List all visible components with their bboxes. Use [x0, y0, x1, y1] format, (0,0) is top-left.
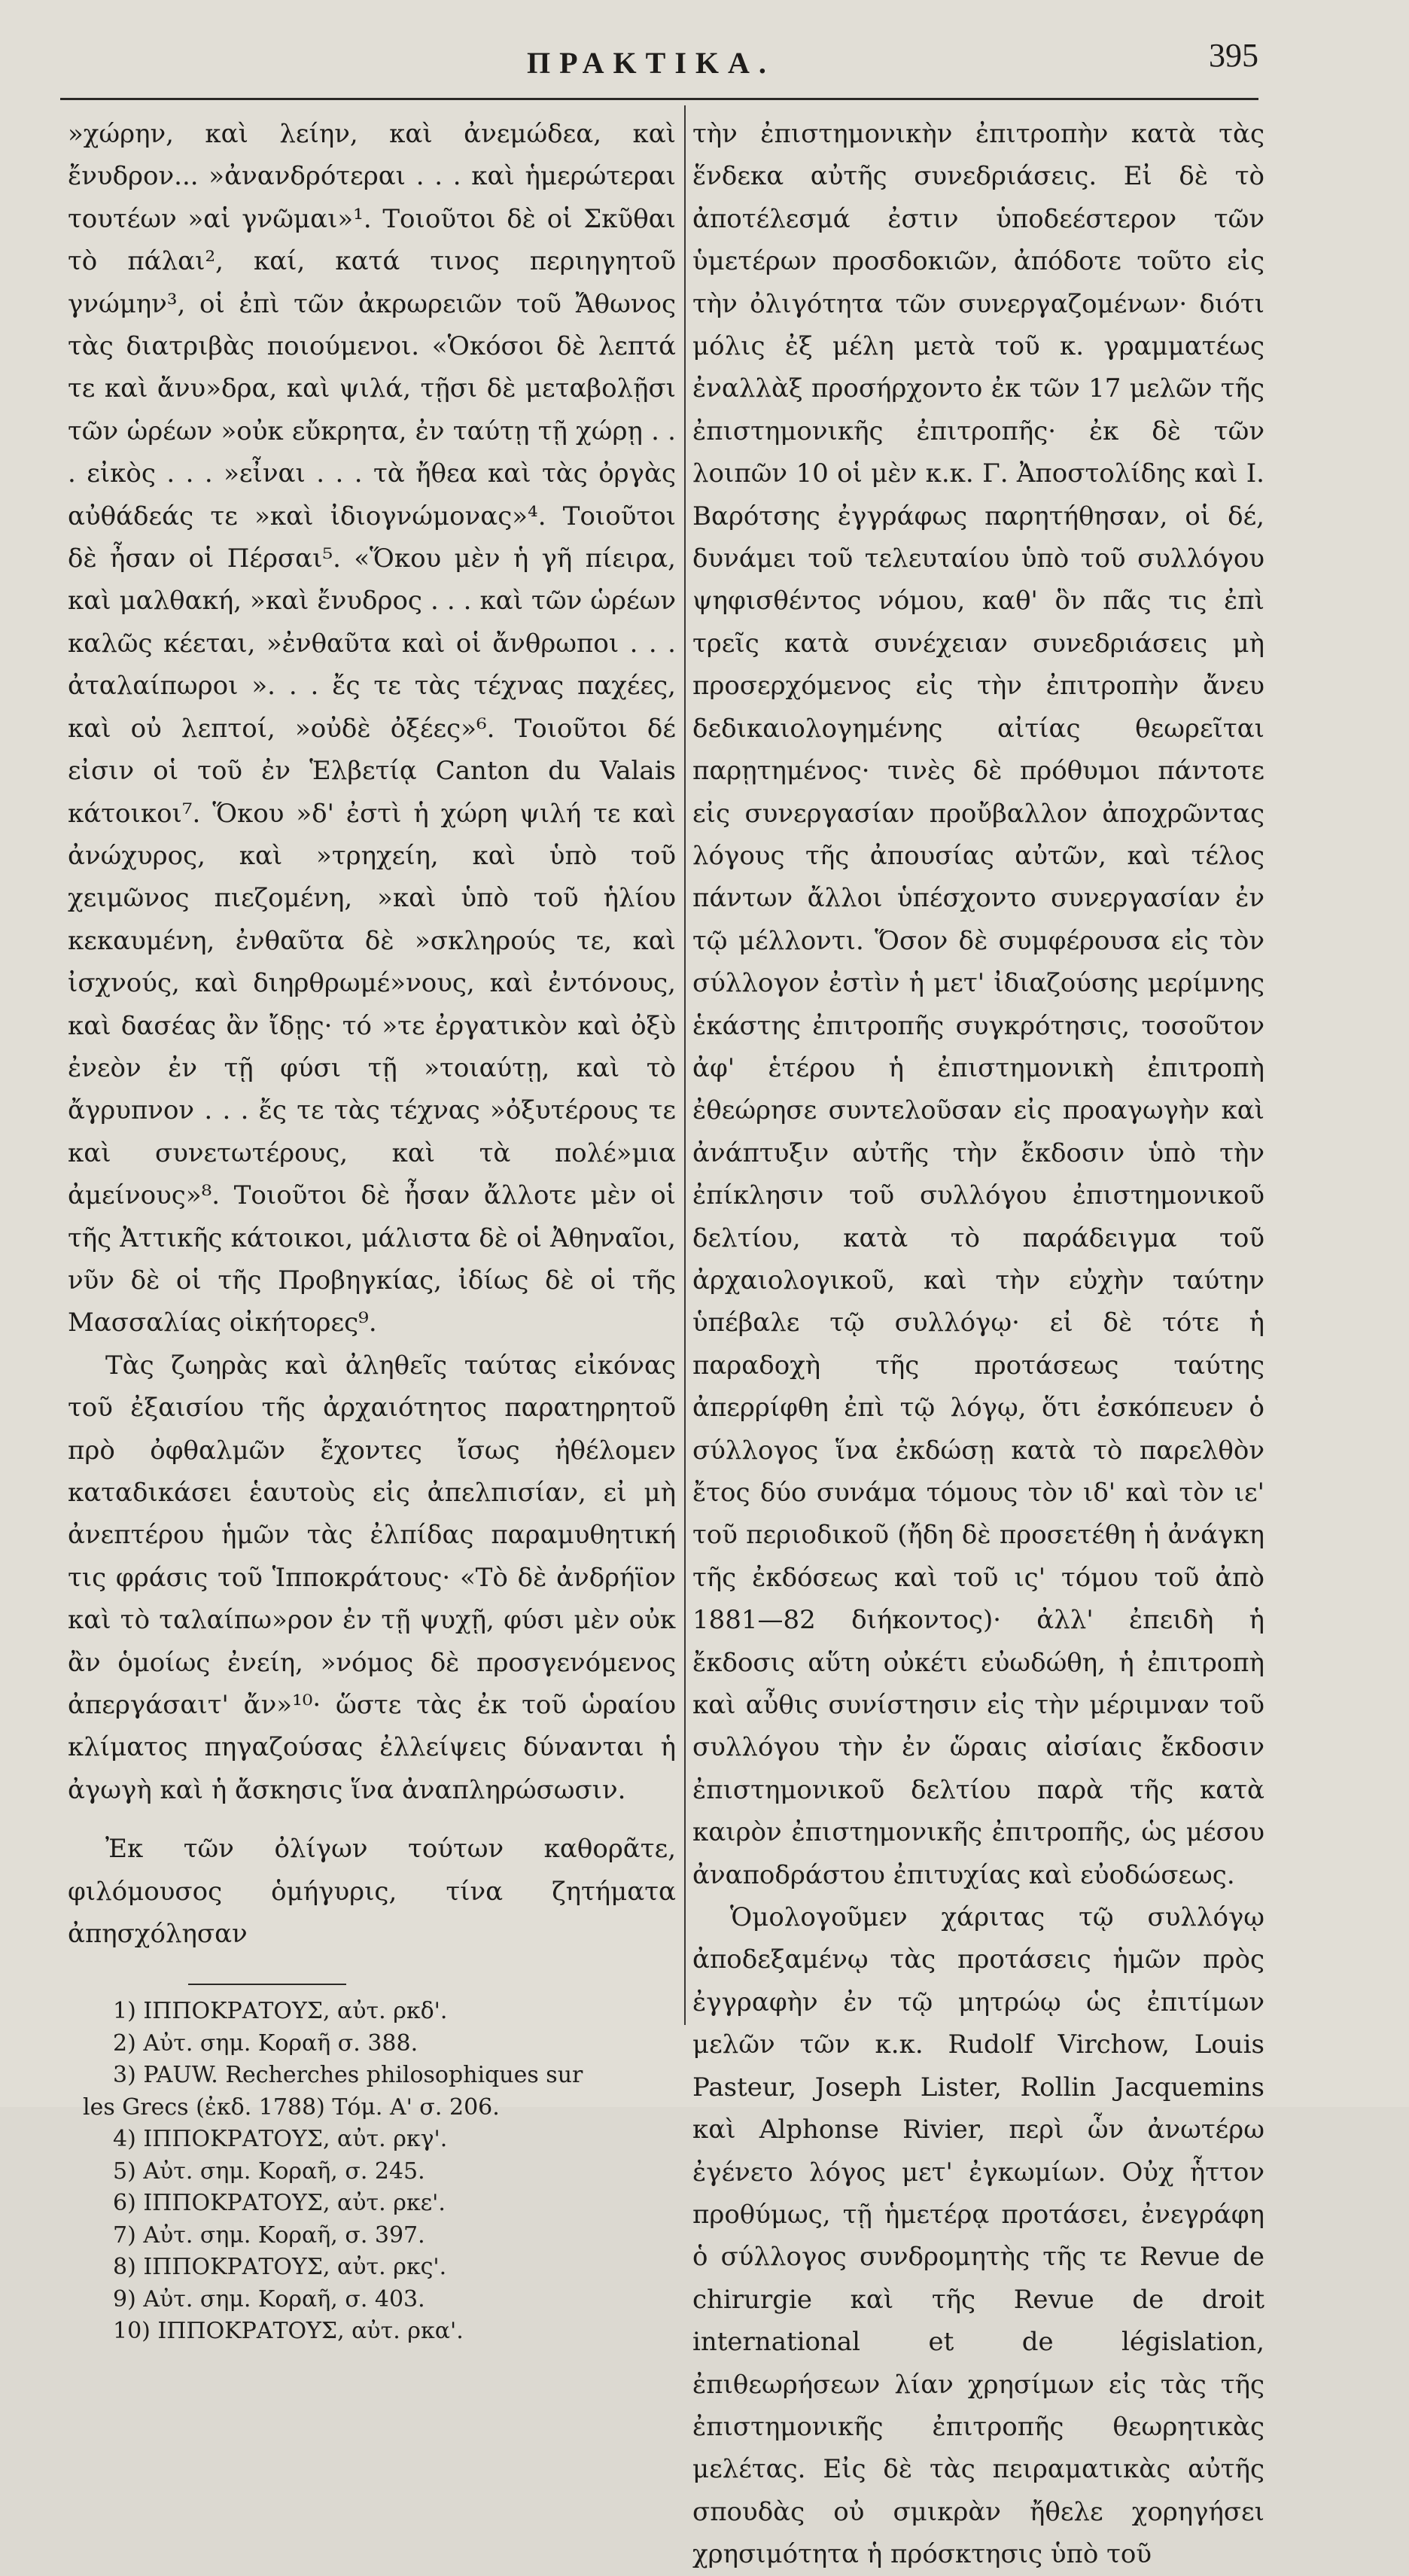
footnote-5: 5) Αὐτ. σημ. Κοραῆ, σ. 245.	[113, 2157, 425, 2185]
left-paragraph-1: »χώρην, καὶ λείην, καὶ ἀνεμώδεα, καὶ ἔνυδρον... »ἀνανδρότεραι . . . καὶ ἡμερώτεραι τουτέων »αἱ γνῶμαι»¹. Τοιοῦτοι δὲ οἱ Σκῦθαι τὸ πάλαι², καί, κατά τινος περιηγητοῦ γνώμην³, οἱ ἐπὶ τῶν ἀκρωρειῶν τοῦ Ἄθωνος τὰς διατριβὰς ποιούμενοι. «Ὁκόσοι δὲ λεπτά τε καὶ ἄνυ»δρα, καὶ ψιλά, τῇσι δὲ μεταβολῇσι τῶν ὡρέων »οὐκ εὔκρητα, ἐν ταύτῃ τῇ χώρῃ . . . εἰκὸς . . . »εἶναι . . . τὰ ἤθεα καὶ τὰς ὀργὰς αὐθάδεάς τε »καὶ ἰδιογνώμονας»⁴. Τοιοῦτοι δὲ ἦσαν οἱ Πέρσαι⁵. «Ὅκου μὲν ἡ γῆ πίειρα, καὶ μαλθακή, »καὶ ἔνυδρος . . . καὶ τῶν ὡρέων καλῶς κέεται, »ἐνθαῦτα καὶ οἱ ἄνθρωποι . . . ἀταλαίπωροι ». . . ἔς τε τὰς τέχνας παχέες, καὶ οὐ λεπτοί, »οὐδὲ ὀξέες»⁶. Τοιοῦτοι δέ εἰσιν οἱ τοῦ ἐν Ἑλβετίᾳ Canton du Valais κάτοικοι⁷. Ὅκου »δ' ἐστὶ ἡ χώρη ψιλή τε καὶ ἀνώχυρος, καὶ »τρηχείη, καὶ ὑπὸ τοῦ χειμῶνος πιεζομένη, »καὶ ὑπὸ τοῦ ἡλίου κεκαυμένη, ἐνθαῦτα δὲ »σκληρούς τε, καὶ ἰσχνούς, καὶ διηρθρωμέ»νους, καὶ ἐντόνους, καὶ δασέας ἂν ἴδῃς· τό »τε ἐργατικὸν καὶ ὀξὺ ἐνεὸν ἐν τῇ φύσι τῇ »τοιαύτῃ, καὶ τὸ ἄγρυπνον . . . ἔς τε τὰς τέχνας »ὀξυτέρους τε καὶ συνετωτέρους, καὶ τὰ πολέ»μια ἀμείνους»⁸. Τοιοῦτοι δὲ ἦσαν ἄλλοτε μὲν οἱ τῆς Ἀττικῆς κάτοικοι, μάλιστα δὲ οἱ Ἀθηναῖοι, νῦν δὲ οἱ τῆς Προβηγκίας, ἰδίως δὲ οἱ τῆς Μασσαλίας οἰκήτορες⁹.	[68, 119, 676, 1338]
footnote-10: 10) ΙΠΠΟΚΡΑΤΟΥΣ, αὐτ. ρκα'.	[113, 2318, 464, 2345]
right-column	[692, 113, 1264, 2576]
footnote-1: 1) ΙΠΠΟΚΡΑΤΟΥΣ, αὐτ. ρκδ'.	[113, 1998, 448, 2025]
header-rule	[60, 98, 1258, 100]
column-divider	[684, 105, 686, 2025]
footnote-6: 6) ΙΠΠΟΚΡΑΤΟΥΣ, αὐτ. ρκε'.	[113, 2190, 446, 2217]
footnote-7: 7) Αὐτ. σημ. Κοραῆ, σ. 397.	[113, 2221, 425, 2249]
page-number: 395	[1209, 37, 1258, 74]
footnote-2: 2) Αὐτ. σημ. Κοραῆ σ. 388.	[113, 2029, 418, 2057]
running-head: ΠΡΑΚΤΙΚΑ.	[527, 46, 775, 80]
footnote-4: 4) ΙΠΠΟΚΡΑΤΟΥΣ, αὐτ. ρκγ'.	[113, 2126, 448, 2153]
right-paragraph-1: τὴν ἐπιστημονικὴν ἐπιτροπὴν κατὰ τὰς ἕνδεκα αὐτῆς συνεδριάσεις. Εἰ δὲ τὸ ἀποτέλεσμά ἐστιν ὑποδεέστερον τῶν ὑμετέρων προσδοκιῶν, ἀπόδοτε τοῦτο εἰς τὴν ὀλιγότητα τῶν συνεργαζομένων· διότι μόλις ἐξ μέλη μετὰ τοῦ κ. γραμματέως ἐναλλὰξ προσήρχοντο ἐκ τῶν 17 μελῶν τῆς ἐπιστημονικῆς ἐπιτροπῆς· ἐκ δὲ τῶν λοιπῶν 10 οἱ μὲν κ.κ. Γ. Ἀποστολίδης καὶ Ι. Βαρότσης ἐγγράφως παρητήθησαν, οἱ δέ, δυνάμει τοῦ τελευταίου ὑπὸ τοῦ συλλόγου ψηφισθέντος νόμου, καθ' ὃν πᾶς τις ἐπὶ τρεῖς κατὰ συνέχειαν συνεδριάσεις μὴ προσερχόμενος εἰς τὴν ἐπιτροπὴν ἄνευ δεδικαιολογημένης αἰτίας θεωρεῖται παρῃτημένος· τινὲς δὲ πρόθυμοι πάντοτε εἰς συνεργασίαν προὔβαλλον ἀποχρῶντας λόγους τῆς ἀπουσίας αὐτῶν, καὶ τέλος πάντων ἄλλοι ὑπέσχοντο συνεργασίαν ἐν τῷ μέλλοντι. Ὅσον δὲ συμφέρουσα εἰς τὸν σύλλογον ἐστὶν ἡ μετ' ἰδιαζούσης μερίμνης ἑκάστης ἐπιτροπῆς συγκρότησις, τοσοῦτον ἀφ' ἑτέρου ἡ ἐπιστημονικὴ ἐπιτροπὴ ἐθεώρησε συντελοῦσαν εἰς προαγωγὴν καὶ ἀνάπτυξιν αὐτῆς τὴν ἔκδοσιν ὑπὸ τὴν ἐπίκλησιν τοῦ συλλόγου ἐπιστημονικοῦ δελτίου, κατὰ τὸ παράδειγμα τοῦ ἀρχαιολογικοῦ, καὶ τὴν εὐχὴν ταύτην ὑπέβαλε τῷ συλλόγῳ· εἰ δὲ τότε ἡ παραδοχὴ τῆς προτάσεως ταύτης ἀπερρίφθη ἐπὶ τῷ λόγῳ, ὅτι ἐσκόπευεν ὁ σύλλογος ἵνα ἐκδώσῃ κατὰ τὸ παρελθὸν ἔτος δύο συνάμα τόμους τὸν ιδ' καὶ τὸν ιε' τοῦ περιοδικοῦ (ἤδη δὲ προσετέθη ἡ ἀνάγκη τῆς ἐκδόσεως καὶ τοῦ ις' τόμου τοῦ ἀπὸ 1881—82 διήκοντος)· ἀλλ' ἐπειδὴ ἡ ἔκδοσις αὕτη οὐκέτι εὐωδώθη, ἡ ἐπιτροπὴ καὶ αὖθις συνίστησιν εἰς τὴν μέριμναν τοῦ συλλόγου τὴν ἐν ὥραις αἰσίαις ἔκδοσιν ἐπιστημονικοῦ δελτίου παρὰ τῆς κατὰ καιρὸν ἐπιστημονικῆς ἐπιτροπῆς, ὡς μέσου ἀναποδράστου ἐπιτυχίας καὶ εὐοδώσεως.	[692, 119, 1264, 1890]
footnote-3: 3) PAUW. Recherches philosophiques sur	[113, 2062, 583, 2089]
footnote-3-continued: les Grecs (ἐκδ. 1788) Τόμ. Α' σ. 206.	[83, 2093, 500, 2121]
footnote-9: 9) Αὐτ. σημ. Κοραῆ, σ. 403.	[113, 2285, 425, 2313]
footnote-8: 8) ΙΠΠΟΚΡΑΤΟΥΣ, αὐτ. ρκς'.	[113, 2254, 447, 2281]
paragraph-gap	[68, 1811, 676, 1828]
page-header	[0, 30, 1409, 83]
left-paragraph-3: Ἐκ τῶν ὀλίγων τούτων καθορᾶτε, φιλόμουσος ὁμήγυρις, τίνα ζητήματα ἀπησχόλησαν	[68, 1834, 676, 1950]
footnote-rule	[188, 1984, 346, 1985]
left-paragraph-2: Τὰς ζωηρὰς καὶ ἀληθεῖς ταύτας εἰκόνας τοῦ ἐξαισίου τῆς ἀρχαιότητος παρατηρητοῦ πρὸ ὀφθαλμῶν ἔχοντες ἴσως ἠθέλομεν καταδικάσει ἑαυτοὺς εἰς ἀπελπισίαν, εἰ μὴ ἀνεπτέρου ἡμῶν τὰς ἐλπίδας παραμυθητική τις φράσις τοῦ Ἱπποκράτους· «Τὸ δὲ ἀνδρήϊον καὶ τὸ ταλαίπω»ρον ἐν τῇ ψυχῇ, φύσι μὲν οὐκ ἂν ὁμοίως ἐνείη, »νόμος δὲ προσγενόμενος ἀπεργάσαιτ' ἄν»¹⁰· ὥστε τὰς ἐκ τοῦ ὡραίου κλίματος πηγαζούσας ἐλλείψεις δύνανται ἡ ἀγωγὴ καὶ ἡ ἄσκησις ἵνα ἀναπληρώσωσιν.	[68, 1350, 676, 1805]
right-paragraph-2: Ὁμολογοῦμεν χάριτας τῷ συλλόγῳ ἀποδεξαμένῳ τὰς προτάσεις ἡμῶν πρὸς ἐγγραφὴν ἐν τῷ μητρώῳ ὡς ἐπιτίμων μελῶν τῶν κ.κ. Rudolf Virchow, Louis Pasteur, Joseph Lister, Rollin Jacquemins καὶ Alphonse Rivier, περὶ ὧν ἀνωτέρω ἐγένετο λόγος μετ' ἐγκωμίων. Οὐχ ἧττον προθύμως, τῇ ἡμετέρᾳ προτάσει, ἐνεγράφη ὁ σύλλογος συνδρομητὴς τῆς τε Revue de chirurgie καὶ τῆς Revue de droit international et de législation, ἐπιθεωρήσεων λίαν χρησίμων εἰς τὰς τῆς ἐπιστημονικῆς ἐπιτροπῆς θεωρητικὰς μελέτας. Εἰς δὲ τὰς πειραματικὰς αὐτῆς σπουδὰς οὐ σμικρὰν ἤθελε χορηγήσει χρησιμότητα ἡ πρόσκτησις ὑπὸ τοῦ	[692, 1902, 1264, 2570]
footnotes	[68, 1996, 676, 2348]
left-column	[68, 113, 676, 2348]
